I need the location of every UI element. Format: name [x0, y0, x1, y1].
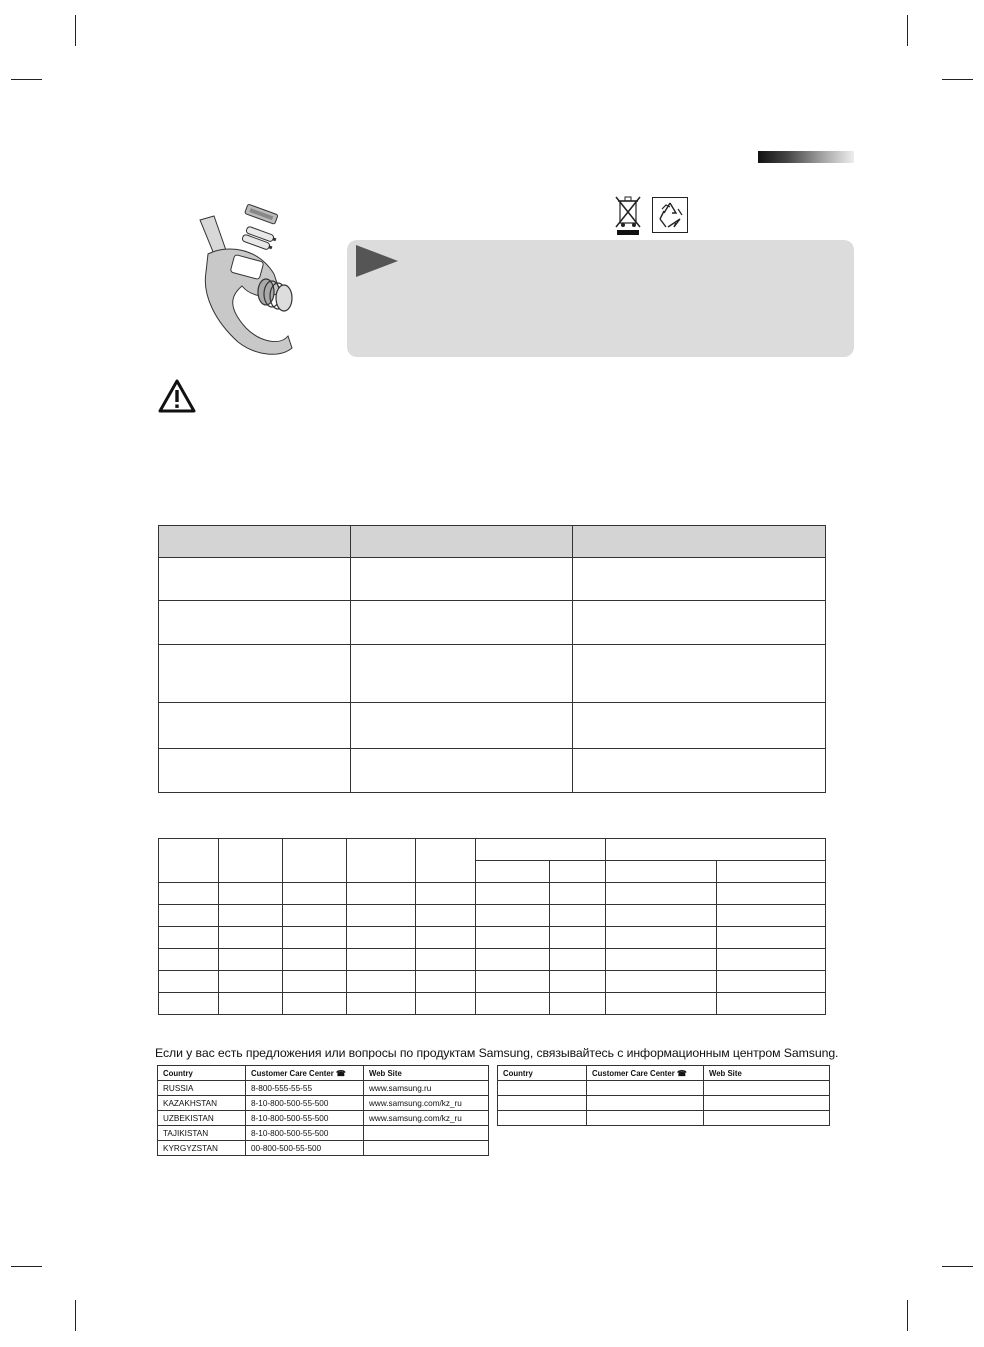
web-cell [704, 1111, 830, 1126]
table-header-cell [606, 839, 826, 861]
crop-mark [11, 79, 42, 80]
table-cell [550, 971, 606, 993]
country-cell: UZBEKISTAN [158, 1111, 246, 1126]
table-header-cell [717, 861, 826, 883]
table-cell [573, 645, 826, 703]
table-cell [606, 883, 717, 905]
table-cell [159, 601, 351, 645]
crop-mark [75, 1300, 76, 1331]
table-cell [606, 971, 717, 993]
table-cell [476, 993, 550, 1015]
crop-mark [942, 79, 973, 80]
table-cell [416, 971, 476, 993]
table-cell [717, 949, 826, 971]
table-cell [347, 905, 416, 927]
table-cell [347, 971, 416, 993]
phone-cell [587, 1111, 704, 1126]
phone-cell [587, 1081, 704, 1096]
table-cell [283, 883, 347, 905]
table-cell [416, 993, 476, 1015]
table-cell [476, 905, 550, 927]
table-header-cell [283, 839, 347, 883]
table-header-cell [573, 526, 826, 558]
table-row [159, 645, 826, 703]
web-site-header: Web Site [704, 1066, 830, 1081]
web-cell [704, 1096, 830, 1111]
table-row [159, 703, 826, 749]
phone-cell: 8-10-800-500-55-500 [246, 1126, 364, 1141]
table-cell [283, 971, 347, 993]
phone-cell: 8-800-555-55-55 [246, 1081, 364, 1096]
crop-mark [907, 1300, 908, 1331]
table-cell [159, 905, 219, 927]
table-cell [347, 927, 416, 949]
care-center-header: Customer Care Center ☎ [587, 1066, 704, 1081]
data-table [158, 838, 826, 1015]
table-header-cell [351, 526, 573, 558]
table-cell [159, 971, 219, 993]
table-cell [347, 993, 416, 1015]
table-cell [606, 905, 717, 927]
table-cell [159, 949, 219, 971]
table-header-cell [159, 839, 219, 883]
table-row [159, 971, 826, 993]
table-cell [283, 993, 347, 1015]
table-cell [347, 949, 416, 971]
note-arrow-icon [356, 245, 398, 277]
contact-row [498, 1081, 830, 1096]
table-cell [717, 883, 826, 905]
web-site-header: Web Site [364, 1066, 489, 1081]
table-cell [351, 703, 573, 749]
vacuum-handle-illustration [188, 196, 306, 362]
table-cell [476, 971, 550, 993]
table-cell [573, 601, 826, 645]
table-cell [219, 927, 283, 949]
table-header-row [159, 526, 826, 558]
contact-header-row [158, 1066, 489, 1081]
table-cell [351, 558, 573, 601]
table-cell [159, 749, 351, 793]
table-cell [550, 905, 606, 927]
table-cell [717, 927, 826, 949]
web-cell[interactable]: www.samsung.com/kz_ru [364, 1111, 489, 1126]
table-cell [476, 883, 550, 905]
table-cell [351, 601, 573, 645]
care-center-header: Customer Care Center ☎ [246, 1066, 364, 1081]
crop-mark [942, 1266, 973, 1267]
web-cell[interactable]: www.samsung.ru [364, 1081, 489, 1096]
table-cell [351, 749, 573, 793]
table-cell [219, 905, 283, 927]
phone-cell [587, 1096, 704, 1111]
recycle-icon [652, 197, 688, 233]
table-cell [347, 883, 416, 905]
table-cell [159, 703, 351, 749]
web-cell [364, 1126, 489, 1141]
country-cell [498, 1111, 587, 1126]
section-header-bar [758, 151, 854, 163]
table-header-cell [550, 861, 606, 883]
table-cell [550, 993, 606, 1015]
table-cell [159, 883, 219, 905]
country-cell [498, 1081, 587, 1096]
contact-row [498, 1111, 830, 1126]
crop-mark [11, 1266, 42, 1267]
table-cell [550, 949, 606, 971]
country-cell: KAZAKHSTAN [158, 1096, 246, 1111]
table-cell [219, 971, 283, 993]
table-cell [573, 558, 826, 601]
table-header-cell [606, 861, 717, 883]
contact-header-row [498, 1066, 830, 1081]
table-cell [476, 949, 550, 971]
table-cell [159, 993, 219, 1015]
table-cell [416, 883, 476, 905]
table-header-cell [159, 526, 351, 558]
table-header-cell [219, 839, 283, 883]
table-cell [550, 883, 606, 905]
contact-row [158, 1111, 489, 1126]
table-header-cell [347, 839, 416, 883]
table-row [159, 749, 826, 793]
table-cell [416, 949, 476, 971]
table-row [159, 993, 826, 1015]
table-cell [606, 927, 717, 949]
crossed-out-bin-icon [614, 195, 642, 237]
table-row [159, 558, 826, 601]
table-cell [159, 558, 351, 601]
table-cell [717, 993, 826, 1015]
spec-table [158, 525, 826, 793]
country-cell: RUSSIA [158, 1081, 246, 1096]
country-cell: TAJIKISTAN [158, 1126, 246, 1141]
table-cell [416, 927, 476, 949]
table-header-cell [476, 839, 606, 861]
contact-row [158, 1081, 489, 1096]
country-header: Country [158, 1066, 246, 1081]
crop-mark [75, 15, 76, 46]
table-header-cell [476, 861, 550, 883]
table-row [159, 949, 826, 971]
country-cell [498, 1096, 587, 1111]
table-row [159, 601, 826, 645]
table-cell [283, 927, 347, 949]
country-header: Country [498, 1066, 587, 1081]
phone-cell: 00-800-500-55-500 [246, 1141, 364, 1156]
country-cell: KYRGYZSTAN [158, 1141, 246, 1156]
table-cell [717, 905, 826, 927]
table-cell [573, 703, 826, 749]
table-cell [219, 883, 283, 905]
contact-row [498, 1096, 830, 1111]
table-cell [550, 927, 606, 949]
table-cell [476, 927, 550, 949]
table-cell [416, 905, 476, 927]
table-cell [159, 927, 219, 949]
table-cell [219, 949, 283, 971]
table-cell [606, 993, 717, 1015]
table-cell [283, 949, 347, 971]
table-cell [606, 949, 717, 971]
contact-table-empty [497, 1065, 830, 1126]
table-row [159, 883, 826, 905]
crop-mark [907, 15, 908, 46]
contact-table [157, 1065, 489, 1156]
phone-cell: 8-10-800-500-55-500 [246, 1111, 364, 1126]
contact-row [158, 1141, 489, 1156]
contact-title: Если у вас есть предложения или вопросы по продуктам Samsung, связывайтесь с информационным центром Samsung. [155, 1046, 839, 1060]
web-cell [704, 1081, 830, 1096]
table-cell [283, 905, 347, 927]
contact-row [158, 1096, 489, 1111]
table-cell [219, 993, 283, 1015]
warning-icon [157, 378, 197, 414]
table-cell [351, 645, 573, 703]
table-cell [573, 749, 826, 793]
web-cell [364, 1141, 489, 1156]
web-cell[interactable]: www.samsung.com/kz_ru [364, 1096, 489, 1111]
note-box [347, 240, 854, 357]
battery-cover [245, 204, 278, 224]
table-cell [717, 971, 826, 993]
contact-row [158, 1126, 489, 1141]
phone-cell: 8-10-800-500-55-500 [246, 1096, 364, 1111]
table-row [159, 905, 826, 927]
table-header-row [159, 839, 826, 861]
table-row [159, 927, 826, 949]
table-header-cell [416, 839, 476, 883]
table-cell [159, 645, 351, 703]
